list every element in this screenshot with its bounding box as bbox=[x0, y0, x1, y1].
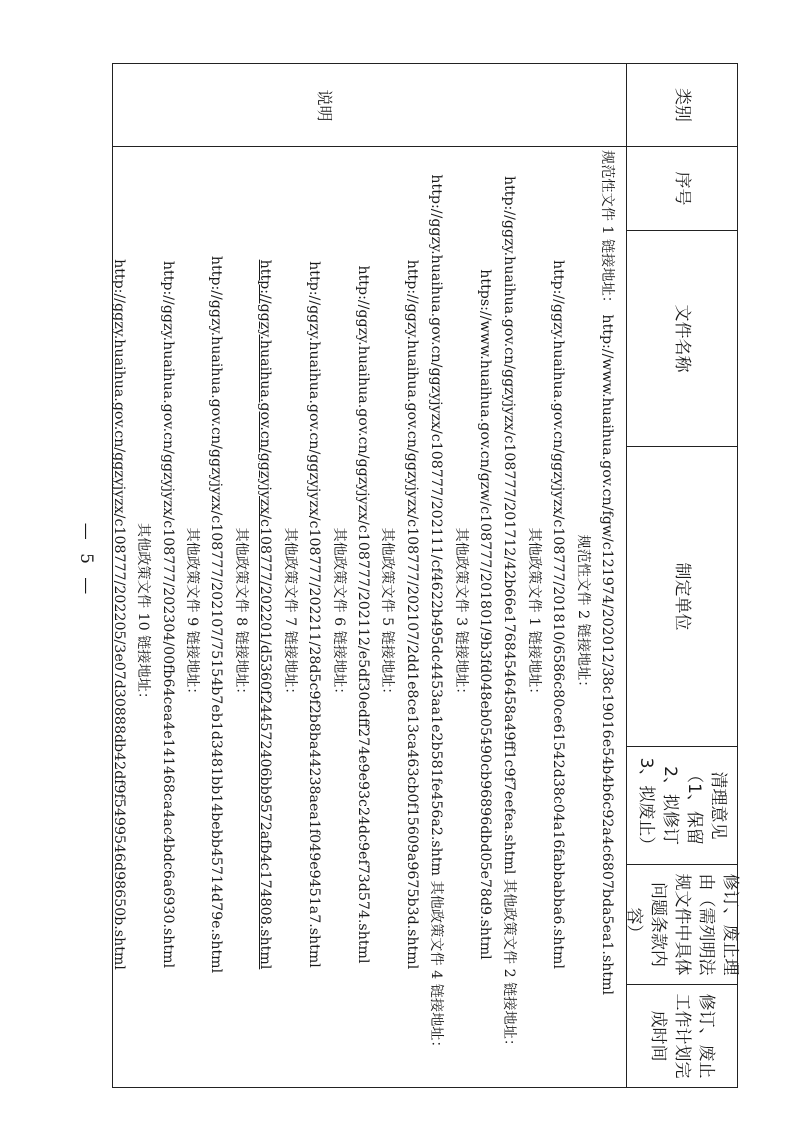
header-opinion: 清理意见（1、保留 2、拟修订 3、拟废止） bbox=[627, 747, 737, 865]
note-line: http://ggzy.huaihua.gov.cn/ggzyjyzx/c108777/202107/2dd1e8ce13ca463cb0f15609a9675b3d.shtml bbox=[403, 259, 420, 970]
note-line: http://ggzy.huaihua.gov.cn/ggzyjyzx/c108777/202201/d5360f244572406bb9572afb4c174808.shtml bbox=[257, 259, 274, 970]
note-line: 其他政策文件 7 链接地址： bbox=[281, 527, 298, 702]
clearance-table bbox=[112, 63, 738, 1088]
note-line: 其他政策文件 6 链接地址： bbox=[330, 527, 347, 702]
header-reason: 修订、废止理由（需列明法规文件中具体问题条款内容） bbox=[627, 865, 737, 985]
note-line: http://ggzy.huaihua.gov.cn/ggzyjyzx/c108777/202112/e5df30edff274e9e93c24dc9ef73d574.shtml bbox=[354, 265, 371, 964]
note-line: http://ggzy.huaihua.gov.cn/ggzyjyzx/c108777/202111/cf4622b495dc4453aa1e2b581fe456a2.shtm 其他政策文件 4 链接地址： bbox=[428, 174, 445, 1055]
note-line: 其他政策文件 3 链接地址： bbox=[452, 527, 469, 702]
note-line: http://ggzy.huaihua.gov.cn/ggzyjyzx/c108777/202205/3e07d30888db42df9f5499546d98650b.shtml bbox=[110, 259, 127, 970]
header-file-name: 文件名称 bbox=[627, 231, 737, 447]
header-deadline: 修订、废止工作计划完成时间 bbox=[648, 993, 716, 1079]
note-line: 其他政策文件 8 链接地址： bbox=[232, 527, 249, 702]
note-line: http://ggzy.huaihua.gov.cn/ggzyjyzx/c108777/201712/42b66e17684546458a49ff1c9f7eefea.shtml 其他政策文件 2 链接地址： bbox=[501, 175, 518, 1054]
header-issuer: 制定单位 bbox=[627, 447, 737, 747]
note-line: 其他政策文件 5 链接地址： bbox=[379, 527, 396, 702]
note-line: 规范性文件 2 链接地址： bbox=[574, 534, 591, 695]
note-line: http://ggzy.huaihua.gov.cn/ggzyjyzx/c108777/201810/6586c80ce61542d38c04a16fabbabba6.shtml bbox=[550, 259, 567, 970]
note-line: 其他政策文件 10 链接地址： bbox=[135, 522, 152, 707]
note-line: http://ggzy.huaihua.gov.cn/ggzyjyzx/c108777/202211/28d5c9f2b8ba44238aea1f049e9451a7.shtml bbox=[306, 261, 323, 968]
note-line: http://ggzy.huaihua.gov.cn/ggzyjyzx/c108777/202107/75154b7eb1d3481bb14bebb45714d79e.shtml bbox=[208, 255, 225, 974]
note-line: 规范性文件 1 链接地址： http://www.huaihua.gov.cn/fgw/c121974/202012/38c19016e54b4b6c92a4c6807bda5ea1.shtml bbox=[599, 150, 615, 996]
header-serial: 序号 bbox=[627, 147, 737, 231]
note-line: https://www.huaihua.gov.cn/gzw/c108777/201801/9b3fd048eb05490cb96896dbd05e78d9.shtml bbox=[476, 269, 493, 960]
header-divider bbox=[626, 64, 627, 1087]
note-body bbox=[110, 150, 619, 1079]
note-label: 说明 bbox=[315, 89, 334, 122]
header-category: 类别 bbox=[627, 64, 737, 147]
note-line: http://ggzy.huaihua.gov.cn/ggzyjyzx/c108777/202304/00fb64cea4e141468ca4ac4bdc6a6930.shtml bbox=[159, 260, 176, 969]
note-line: 其他政策文件 1 链接地址： bbox=[525, 527, 542, 702]
page-number: — 5 — bbox=[76, 522, 96, 599]
note-line: 其他政策文件 9 链接地址： bbox=[184, 527, 201, 702]
